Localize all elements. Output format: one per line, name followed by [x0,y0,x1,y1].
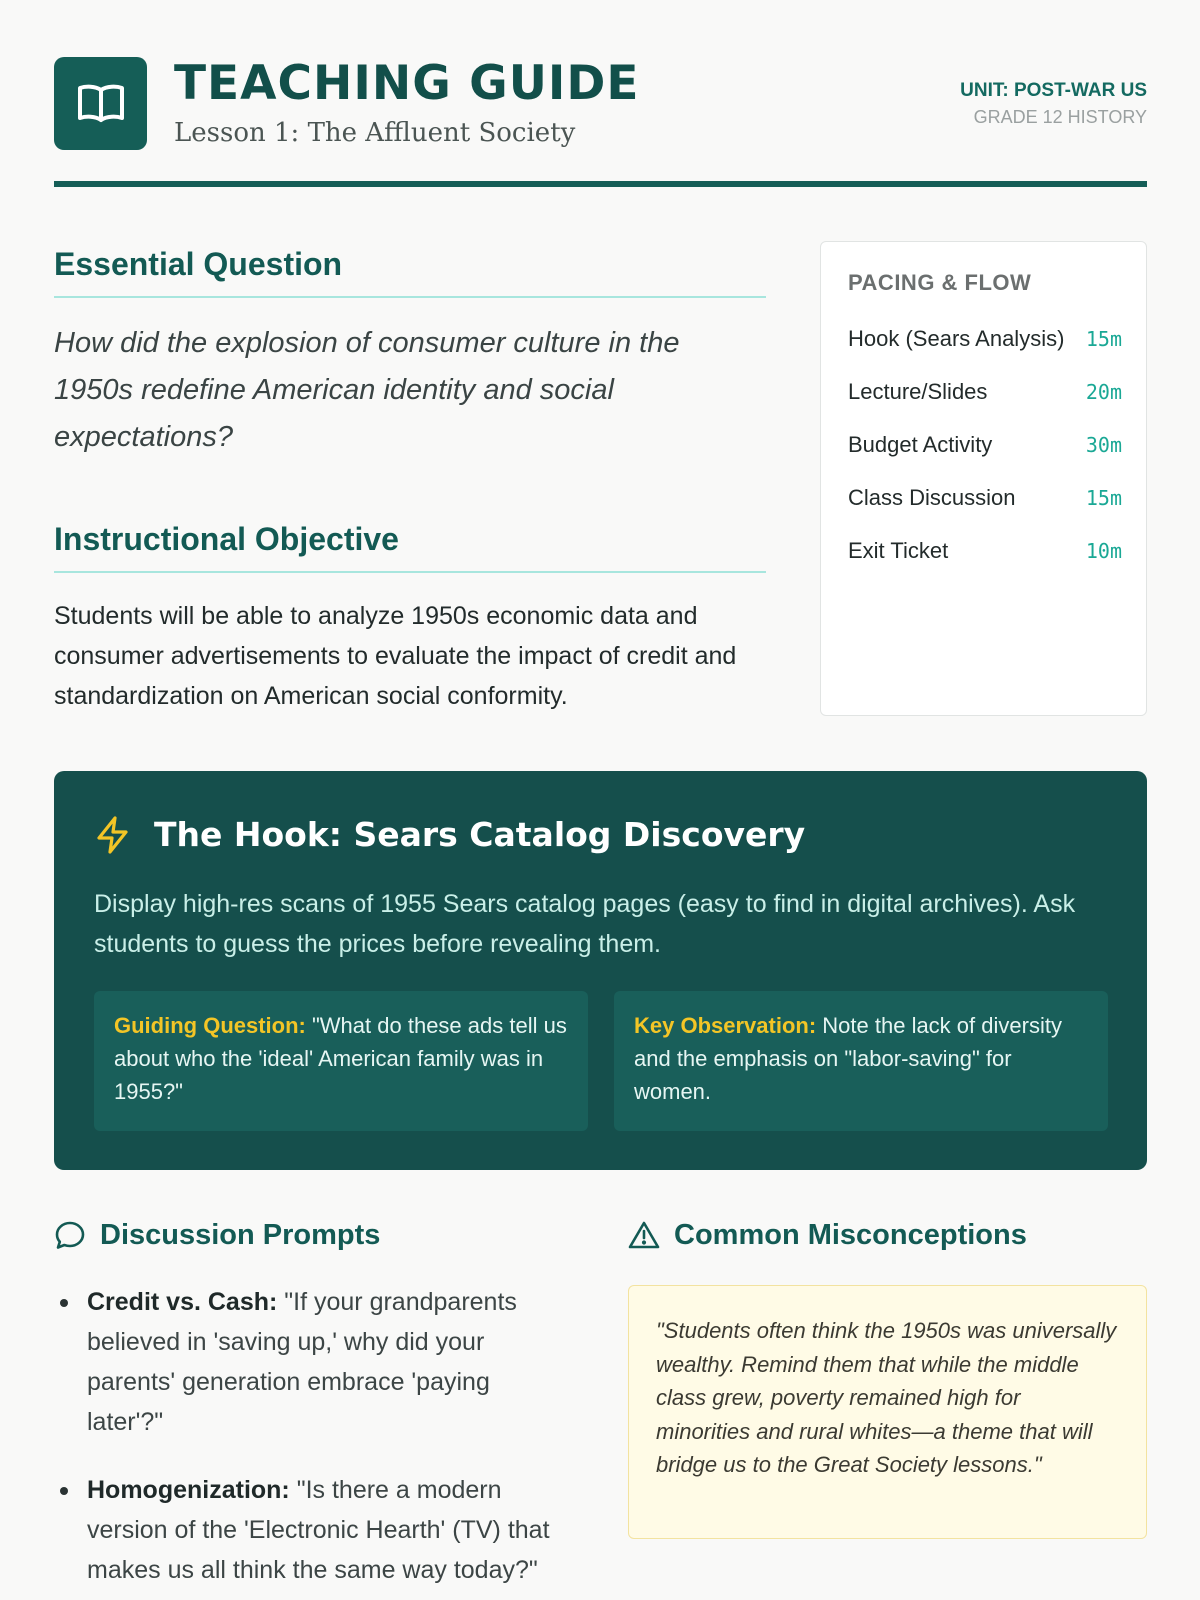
chat-bubble-icon [54,1219,86,1251]
essential-question-heading: Essential Question [54,244,766,298]
prompt-label: Homogenization: [87,1476,290,1504]
open-book-icon [54,57,147,150]
discussion-list [54,1282,559,1600]
guiding-question-card [94,991,588,1131]
objective-heading: Instructional Objective [54,519,766,573]
grade-label: GRADE 12 HISTORY [973,107,1147,127]
card-label: Guiding Question: [114,1013,306,1038]
prompt-text: "If your grandparents believed in 'saving up,' why did your parents' generation embrace 'paying later'?" [87,1288,517,1436]
discussion-heading-row [54,1215,380,1255]
misconceptions-heading: Common Misconceptions [674,1218,1027,1251]
pacing-row [848,430,1122,460]
hook-panel [54,771,1147,1170]
warning-triangle-icon [628,1219,660,1251]
pacing-time: 20m [1085,380,1122,404]
pacing-activity: Budget Activity [848,432,993,457]
objective-text: Students will be able to analyze 1950s economic data and consumer advertisements to evaluate the impact of credit and standardization on American social conformity. [54,602,737,710]
pacing-activity: Lecture/Slides [848,379,988,404]
card-text: Note the lack of diversity and the emphasis on "labor-saving" for women. [634,1013,1062,1104]
pacing-row [848,377,1122,407]
pacing-row [848,324,1122,354]
pacing-time: 15m [1085,327,1122,351]
card-label: Key Observation: [634,1013,817,1038]
hook-description: Display high-res scans of 1955 Sears catalog pages (easy to find in digital archives). Ask students to guess the prices before revealing them. [94,890,1076,958]
pacing-row [848,483,1122,513]
pacing-row [848,536,1122,566]
prompt-label: Credit vs. Cash: [87,1288,278,1316]
misconception-callout: "Students often think the 1950s was universally wealthy. Remind them that while the middle class grew, poverty remained high for minorities and rural whites—a theme that will bridge us to the Great Society lessons." [628,1285,1147,1539]
key-observation-card [614,991,1108,1131]
essential-question-text: How did the explosion of consumer culture in the 1950s redefine American identity and social expectations? [54,327,680,453]
pacing-activity: Hook (Sears Analysis) [848,326,1065,351]
pacing-activity: Class Discussion [848,485,1016,510]
page-header [54,57,1147,151]
teaching-guide-page [54,0,1147,1600]
card-text: "What do these ads tell us about who the 'ideal' American family was in 1955?" [114,1013,567,1104]
pacing-card [820,241,1147,716]
misconceptions-heading-row [628,1215,1027,1255]
pacing-time: 15m [1085,486,1122,510]
pacing-activity: Exit Ticket [848,538,949,563]
header-divider [54,181,1147,187]
list-item [54,1282,559,1442]
pacing-time: 30m [1085,433,1122,457]
prompt-text: "Is there a modern version of the 'Electronic Hearth' (TV) that makes us all think the same way today?" [87,1476,550,1584]
discussion-heading: Discussion Prompts [100,1218,381,1251]
lesson-subtitle: Lesson 1: The Affluent Society [174,118,576,148]
pacing-time: 10m [1085,539,1122,563]
pacing-title: PACING & FLOW [848,270,1032,295]
list-item [54,1470,559,1590]
lightning-icon [93,815,133,855]
unit-label: UNIT: POST-WAR US [960,80,1147,101]
page-title: TEACHING GUIDE [174,56,640,111]
hook-title: The Hook: Sears Catalog Discovery [154,815,806,854]
